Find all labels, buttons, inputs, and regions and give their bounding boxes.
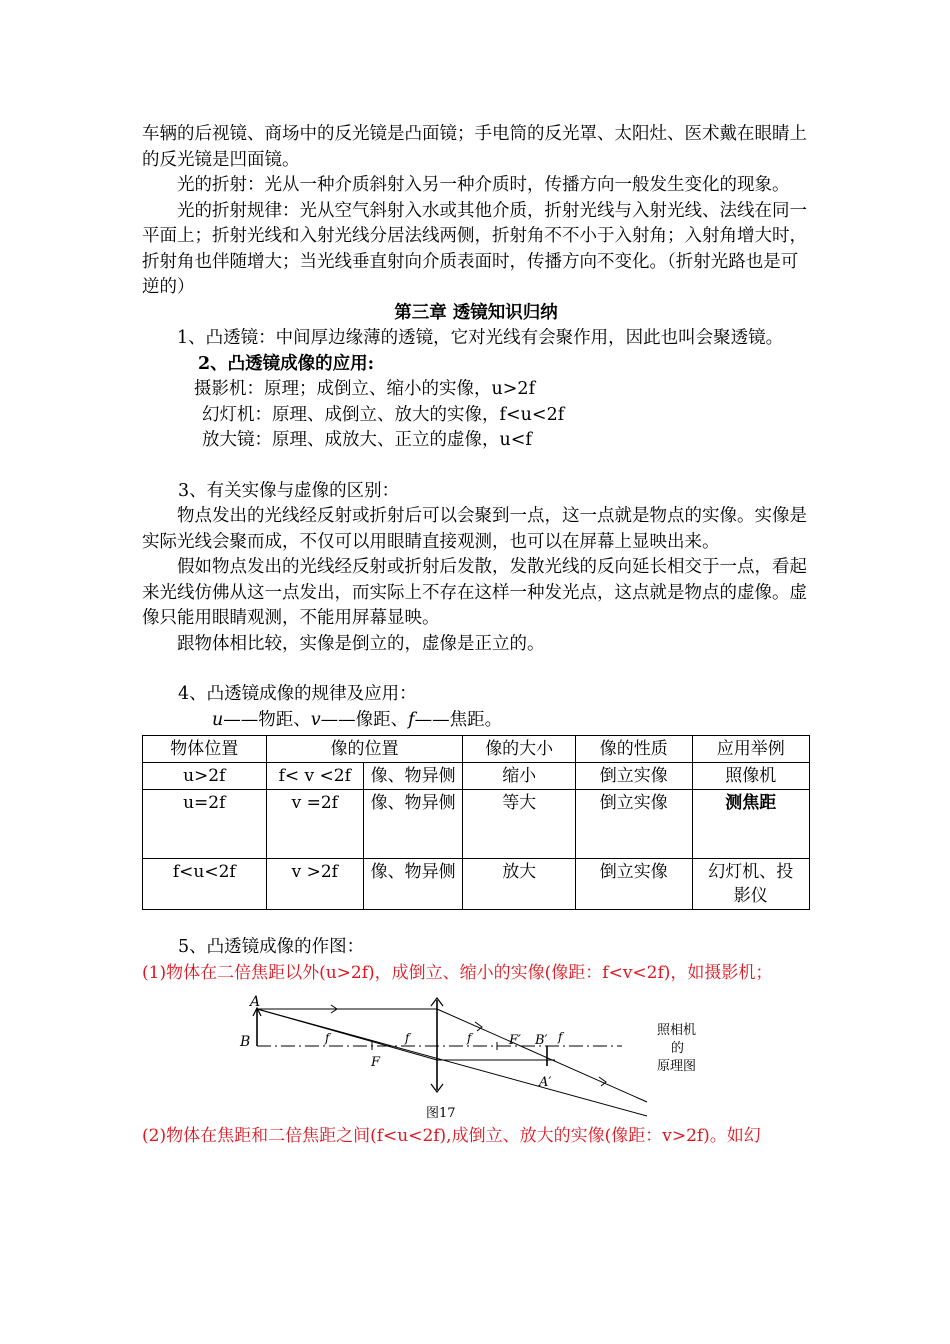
table-row: u=2f v =2f 像、物异侧 等大 倒立实像 测焦距 [143, 790, 810, 859]
section-2-heading: 2、凸透镜成像的应用: [198, 353, 375, 374]
table-legend: u——物距、v——像距、f——焦距。 [212, 709, 503, 730]
document-body [142, 122, 810, 1150]
ray-diagram-svg [237, 994, 717, 1122]
label-A: A [250, 994, 261, 1010]
section-3-virtual-image: 假如物点发出的光线经反射或折射后发散，发散光线的反向延长相交于一点，看起来光线仿佛从这一点发出，而实际上不存在这样一种发光点，这点就是物点的虚像。虚像只能用眼睛观测，不能用屏幕显映。 [142, 557, 807, 628]
table-header-row [143, 736, 810, 763]
figure-caption: 图17 [426, 1106, 456, 1121]
section-5-item-1: (1)物体在二倍焦距以外(u>2f)，成倒立、缩小的实像(像距：f<v<2f)，如摄影机； [142, 962, 773, 983]
table-header: 应用举例 [692, 736, 809, 763]
section-4-heading: 4、凸透镜成像的规律及应用： [178, 684, 417, 704]
section-5-item-2: (2)物体在焦距和二倍焦距之间(f<u<2f),成倒立、放大的实像(像距：v>2f)。如幻 [142, 1126, 761, 1146]
svg-text:f: f [558, 1030, 563, 1044]
ray-focus [257, 1009, 437, 1060]
figure-note-3: 原理图 [657, 1059, 697, 1074]
table-row: f<u<2f v >2f 像、物异侧 放大 倒立实像 幻灯机、投影仪 [143, 859, 810, 910]
label-A-prime: A′ [539, 1075, 552, 1090]
svg-text:f: f [405, 1031, 410, 1045]
section-1: 1、凸透镜：中间厚边缘薄的透镜，它对光线有会聚作用，因此也叫会聚透镜。 [177, 328, 784, 348]
label-F: F [371, 1055, 381, 1070]
lens-ray-diagram [142, 994, 810, 1122]
section-2-item-camera: 摄影机：原理；成倒立、缩小的实像，u>2f [194, 379, 536, 399]
ray-center [257, 1009, 647, 1116]
table-row: u>2f f< v <2f 像、物异侧 缩小 倒立实像 照像机 [143, 763, 810, 790]
table-header: 像的位置 [266, 736, 463, 763]
table-header: 像的大小 [463, 736, 576, 763]
paragraph-refraction-law: 光的折射规律：光从空气斜射入水或其他介质，折射光线与入射光线、法线在同一平面上；折射光线和入射光线分居法线两侧，折射角不不小于入射角；入射角增大时，折射角也伴随增大；当光线垂直射向介质表面时，传播方向不变化。（折射光路也是可逆的） [142, 200, 807, 297]
figure-note-2: 的 [671, 1041, 685, 1056]
figure-note-1: 照相机 [657, 1023, 697, 1038]
section-3-compare: 跟物体相比较，实像是倒立的，虚像是正立的。 [177, 633, 545, 654]
section-3-real-image: 物点发出的光线经反射或折射后可以会聚到一点，这一点就是物点的实像。实像是实际光线会聚而成，不仅可以用眼睛直接观测，也可以在屏幕上显映出来。 [142, 506, 807, 552]
section-2-item-magnifier: 放大镜：原理、成放大、正立的虚像，u<f [202, 430, 532, 450]
svg-text:f: f [467, 1031, 472, 1045]
section-3-heading: 3、有关实像与虚像的区别： [178, 480, 400, 501]
paragraph-mirrors: 车辆的后视镜、商场中的反光镜是凸面镜；手电筒的反光罩、太阳灶、医术戴在眼睛上的反光镜是凹面镜。 [142, 124, 807, 170]
svg-text:f: f [325, 1031, 330, 1045]
label-F-prime: F′ [509, 1033, 521, 1048]
paragraph-refraction: 光的折射：光从一种介质斜射入另一种介质时，传播方向一般发生变化的现象。 [177, 175, 790, 195]
section-5-heading: 5、凸透镜成像的作图： [178, 937, 365, 957]
label-B-prime: B′ [535, 1033, 548, 1048]
table-header: 物体位置 [143, 736, 267, 763]
imaging-rules-table [142, 735, 810, 910]
label-B: B [240, 1034, 251, 1050]
section-2-item-projector: 幻灯机：原理、成倒立、放大的实像，f<u<2f [202, 404, 565, 425]
chapter-title: 第三章 透镜知识归纳 [394, 302, 558, 323]
table-header: 像的性质 [576, 736, 693, 763]
